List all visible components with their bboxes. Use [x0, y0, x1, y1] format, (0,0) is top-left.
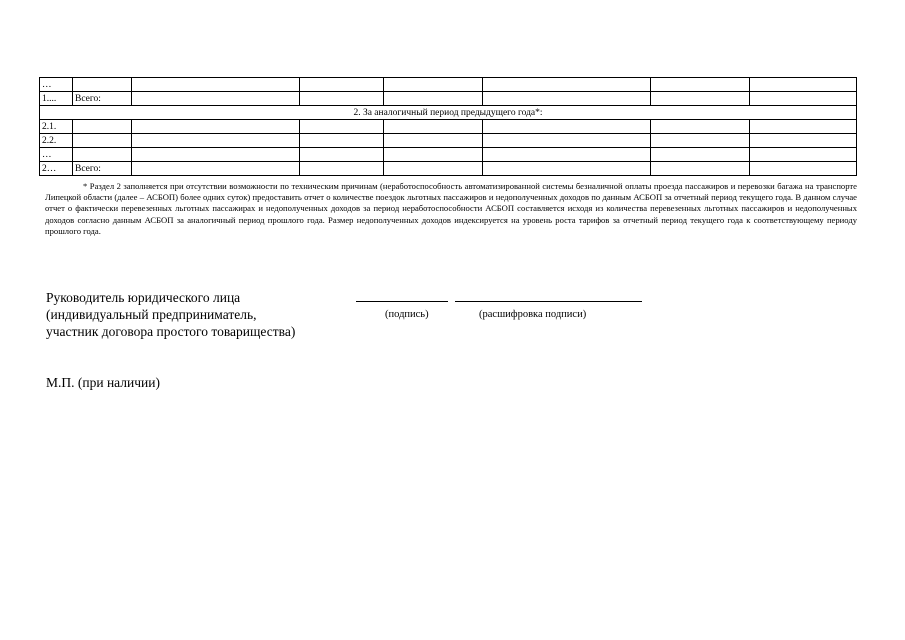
signatory-title: [46, 289, 295, 340]
table-cell: [300, 162, 384, 176]
table-row: [40, 134, 857, 148]
signature-decoding-caption: (расшифровка подписи): [479, 309, 587, 320]
row-label-cell: [73, 120, 132, 134]
table-cell: [384, 78, 483, 92]
table-cell: [132, 134, 300, 148]
table-cell: [483, 162, 651, 176]
table-cell: [300, 92, 384, 106]
table-row: [40, 78, 857, 92]
row-label-cell: Всего:: [73, 162, 132, 176]
row-number-cell: 2.2.: [40, 134, 73, 148]
table-cell: [132, 92, 300, 106]
footnote: * Раздел 2 заполняется при отсутствии возможности по техническим причинам (неработоспособность автоматизированной системы безналичной оплаты проезда пассажиров и перевозки багажа на транспорте Липецкой области (далее – АСБОП) более одних суток) предоставить отчет о количестве поездок льготных пассажиров и недополученных доходов по данным АСБОП за отчетный период текущего года. В данном случае отчет о фактически перевезенных льготных пассажирах и недополученных доходов за период неработоспособности АСБОП составляется исходя из количества перевезенных льготных пассажиров и недополученных доходов согласно данным АСБОП за аналогичный период прошлого года. Размер недополученных доходов индексируется на уровень роста тарифов за отчетный период текущего года к соответствующему периоду прошлого года.: [45, 181, 857, 236]
table-cell: [483, 134, 651, 148]
section-header-row: [40, 106, 857, 120]
table-cell: [384, 162, 483, 176]
signature-decoding-line: [455, 290, 642, 302]
table-cell: [651, 78, 750, 92]
table-cell: [483, 148, 651, 162]
report-table: [39, 77, 857, 176]
signature-line: [356, 290, 448, 302]
row-label-cell: [73, 148, 132, 162]
table-cell: [300, 78, 384, 92]
table-cell: [132, 120, 300, 134]
section-title: 2. За аналогичный период предыдущего года*:: [40, 106, 857, 120]
signatory-line: участник договора простого товарищества): [46, 324, 296, 339]
stamp-label: М.П. (при наличии): [46, 375, 160, 390]
table-cell: [132, 78, 300, 92]
table-cell: [483, 78, 651, 92]
table-cell: [300, 148, 384, 162]
table-cell: [384, 148, 483, 162]
table-cell: [132, 148, 300, 162]
table-cell: [651, 148, 750, 162]
row-number-cell: …: [40, 148, 73, 162]
table-cell: [750, 162, 857, 176]
table-cell: [384, 134, 483, 148]
table-cell: [132, 162, 300, 176]
table-cell: [750, 134, 857, 148]
table-cell: [483, 120, 651, 134]
row-number-cell: 1....: [40, 92, 73, 106]
table-cell: [750, 148, 857, 162]
row-label-cell: Всего:: [73, 92, 132, 106]
table-cell: [750, 78, 857, 92]
table-cell: [384, 92, 483, 106]
table-cell: [300, 134, 384, 148]
table-cell: [750, 92, 857, 106]
table-cell: [651, 162, 750, 176]
row-number-cell: 2…: [40, 162, 73, 176]
report-table-body: [40, 78, 857, 176]
table-cell: [750, 120, 857, 134]
table-row: [40, 92, 857, 106]
table-cell: [651, 92, 750, 106]
table-cell: [651, 134, 750, 148]
table-cell: [483, 92, 651, 106]
table-cell: [384, 120, 483, 134]
signatory-line: (индивидуальный предприниматель,: [46, 307, 257, 322]
table-row: [40, 120, 857, 134]
signature-caption: (подпись): [385, 309, 429, 320]
row-number-cell: 2.1.: [40, 120, 73, 134]
row-label-cell: [73, 134, 132, 148]
row-number-cell: …: [40, 78, 73, 92]
table-row: [40, 148, 857, 162]
table-cell: [300, 120, 384, 134]
table-row: [40, 162, 857, 176]
table-cell: [651, 120, 750, 134]
signatory-line: Руководитель юридического лица: [46, 290, 241, 305]
row-label-cell: [73, 78, 132, 92]
